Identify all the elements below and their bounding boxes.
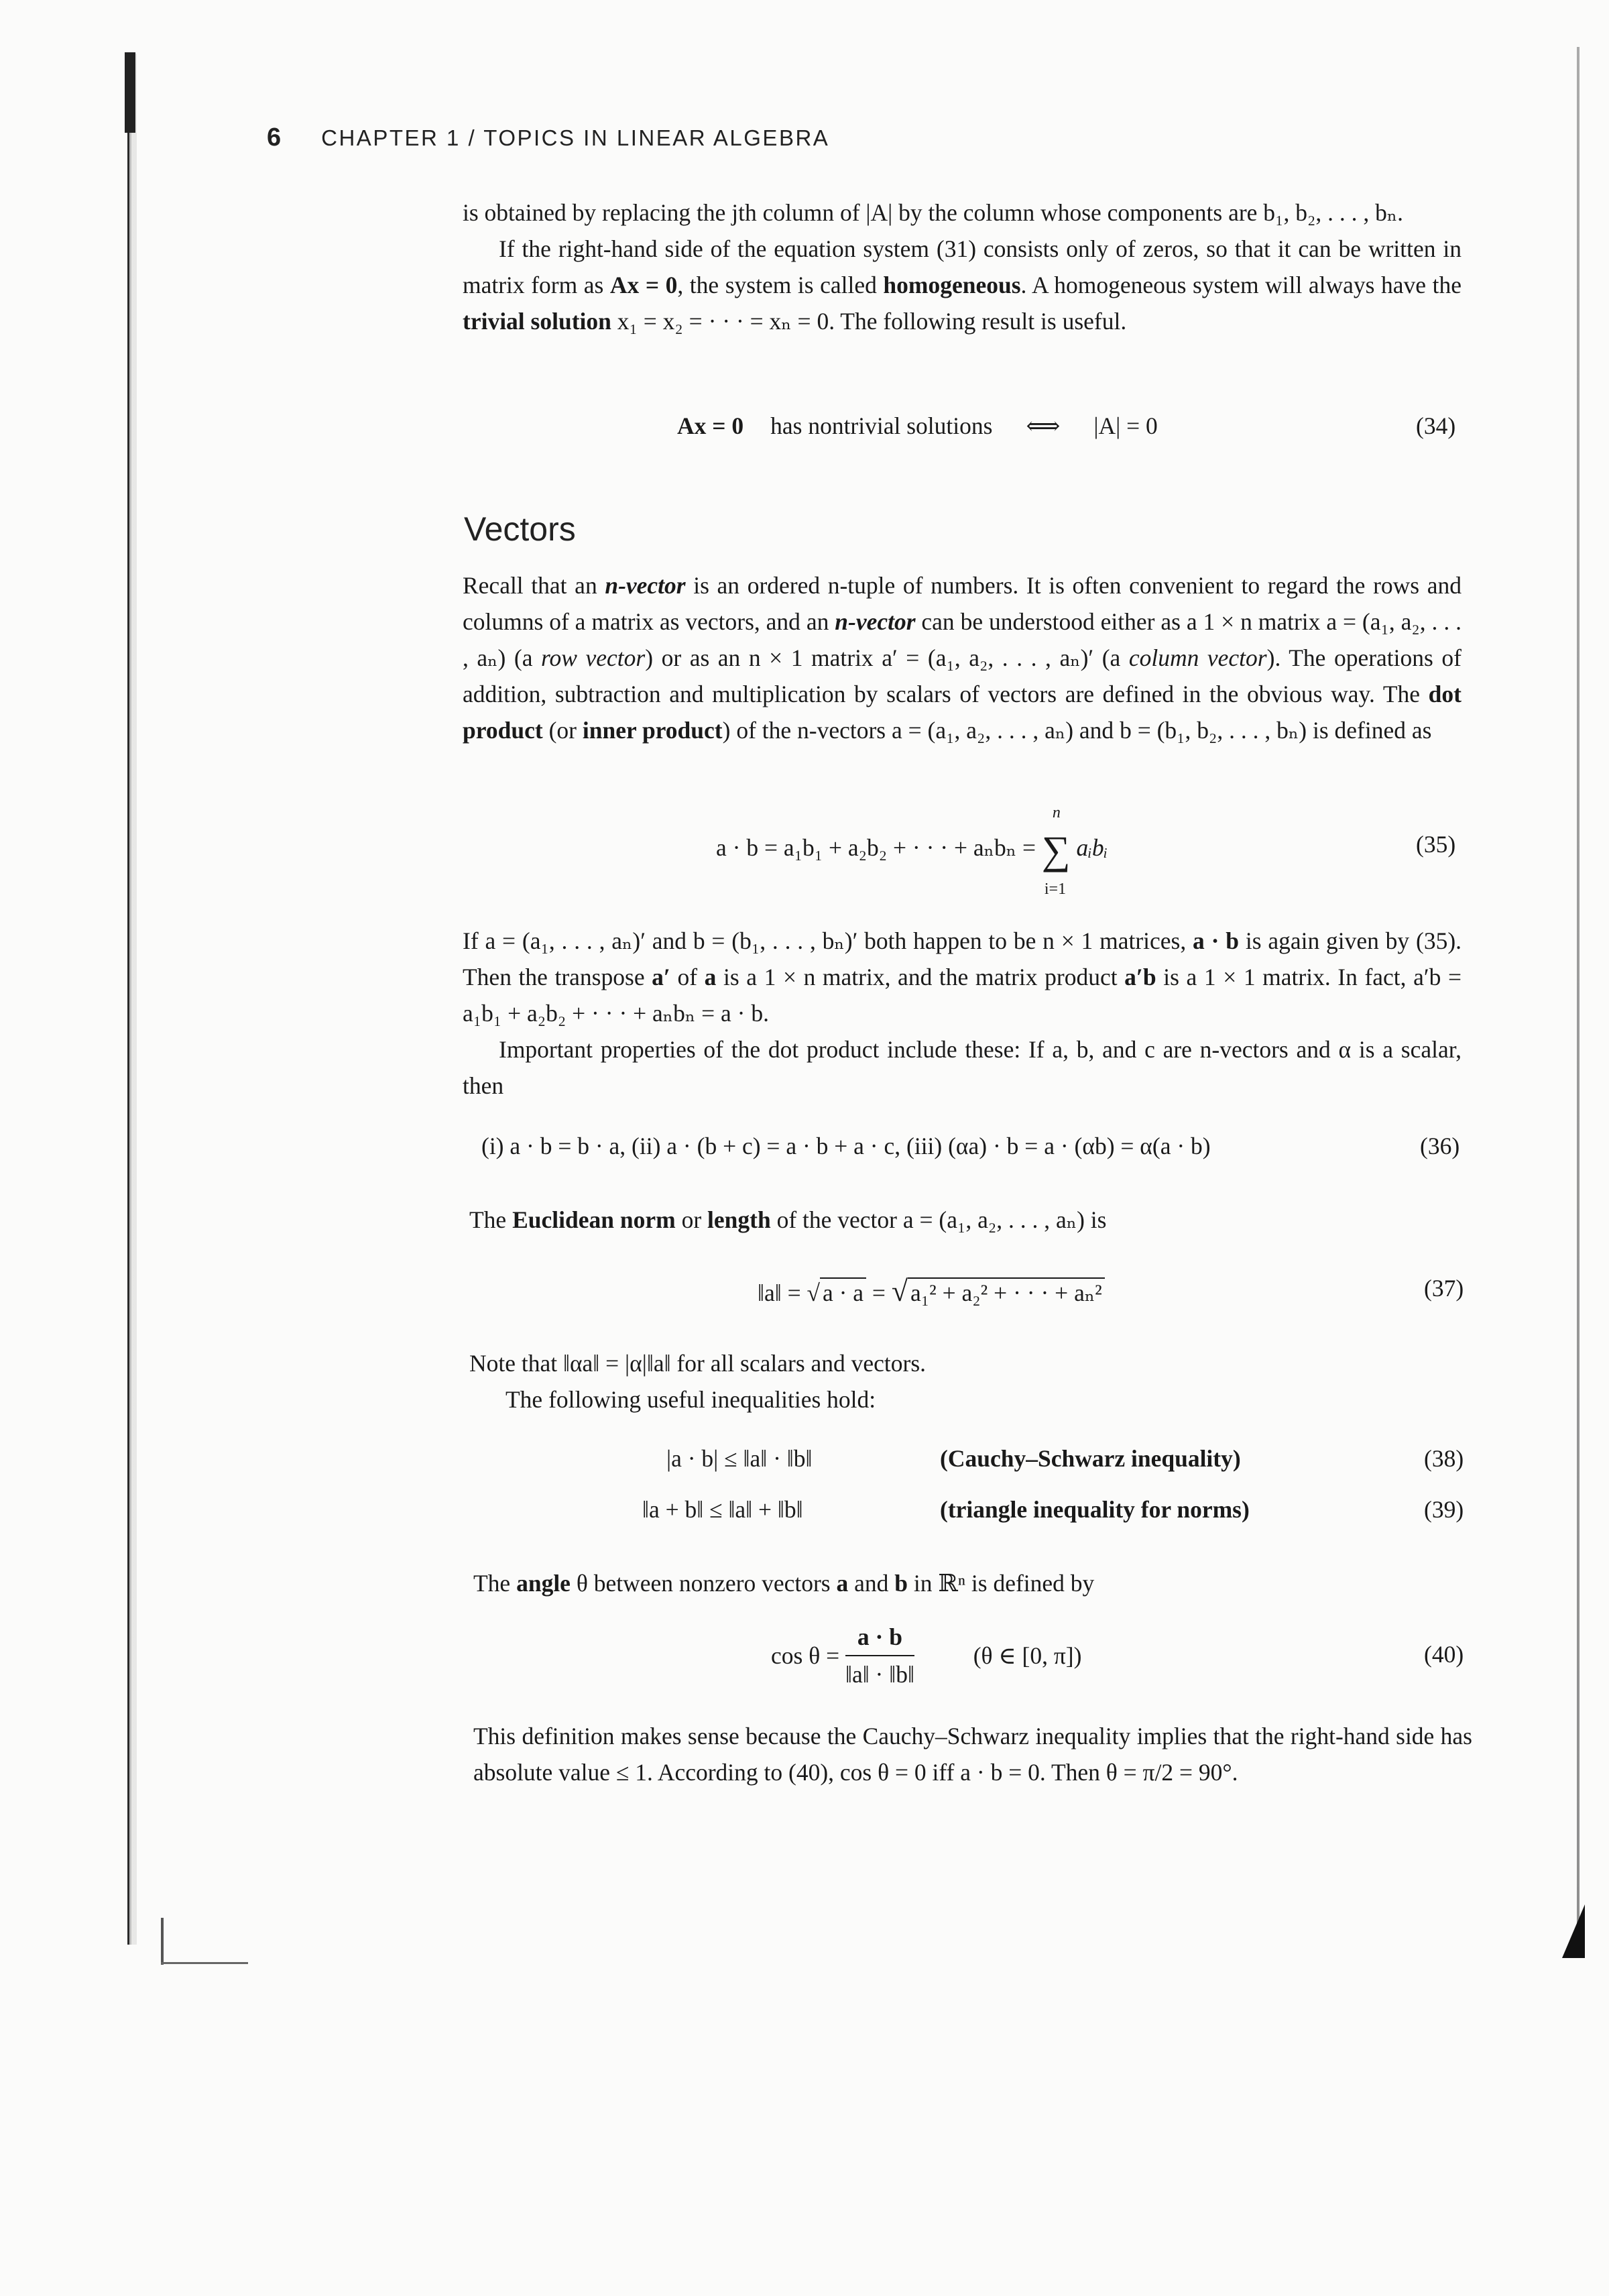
page-number: 6 xyxy=(267,123,282,152)
chapter-title: CHAPTER 1 / TOPICS IN LINEAR ALGEBRA xyxy=(321,125,830,150)
summation-symbol: ∑ n i=1 xyxy=(1041,804,1071,898)
equation-number: (34) xyxy=(1416,412,1456,439)
equation-number: (36) xyxy=(1420,1133,1460,1159)
paragraph-norm: The Euclidean norm or length of the vector a = (a₁, a₂, . . . , aₙ) is xyxy=(469,1206,1107,1233)
equation-number: (35) xyxy=(1416,831,1456,858)
equation-number: (38) xyxy=(1424,1445,1464,1472)
paragraph-homogeneous: If the right-hand side of the equation system (31) consists only of zeros, so that it can be written in matrix form as Ax = 0, the system is called homogeneous. A homogeneous system will always have the trivial solution x₁ = x₂ = · · · = xₙ = 0. The following result is useful. xyxy=(463,235,1462,335)
equation-number: (39) xyxy=(1424,1496,1464,1523)
section-title: Vectors xyxy=(464,510,576,548)
paragraph-definition: This definition makes sense because the Cauchy–Schwarz inequality implies that the right-hand side has absolute value ≤ 1. According to (40), cos θ = 0 iff a · b = 0. Then θ = π/2 = 90°. xyxy=(473,1723,1472,1786)
equation-36: (i) a · b = b · a, (ii) a · (b + c) = a · b + a · c, (iii) (αa) · b = a · (αb) = α(a · b) xyxy=(481,1133,1211,1159)
intro-text xyxy=(463,194,1462,339)
paragraph-properties: Important properties of the dot product include these: If a, b, and c are n-vectors and α is a scalar, then xyxy=(463,1036,1462,1099)
paragraph-angle: The angle θ between nonzero vectors a and b in ℝⁿ is defined by xyxy=(473,1570,1095,1597)
equation-38: |a · b| ≤ ‖a‖ · ‖b‖ xyxy=(666,1445,813,1472)
equation-label: (triangle inequality for norms) xyxy=(940,1496,1250,1523)
equation-35: a · b = a₁b₁ + a₂b₂ + · · · + aₙbₙ = ∑ n i=1 aᵢbᵢ xyxy=(716,804,1108,898)
equation-37: ‖a‖ = √ a · a = √ a₁² + a₂² + · · · + aₙ² xyxy=(758,1274,1105,1308)
running-header xyxy=(267,123,829,152)
equation-number: (37) xyxy=(1424,1275,1464,1302)
scan-edge-right xyxy=(1577,47,1580,1958)
scan-edge-mark xyxy=(125,52,135,133)
scan-corner-mark-h xyxy=(161,1962,248,1964)
equation-label: (Cauchy–Schwarz inequality) xyxy=(940,1445,1241,1472)
paragraph-vectors: Recall that an n-vector is an ordered n-tuple of numbers. It is often convenient to regard the rows and columns of a matrix as vectors, and an n-vector can be understood either as a 1 × n matrix a = (a₁, a₂, . . . , aₙ) (a row vector) or as an n × 1 matrix a′ = (a₁, a₂, . . . , aₙ)′ (a column vector). The operations of addition, subtraction and multiplication by scalars of vectors are defined in the obvious way. The dot product (or inner product) of the n-vectors a = (a₁, a₂, . . . , aₙ) and b = (b₁, b₂, . . . , bₙ) is defined as xyxy=(463,572,1462,744)
paragraph-note: Note that ‖αa‖ = |α|‖a‖ for all scalars and vectors. The following useful inequalities hold: xyxy=(469,1350,927,1413)
equation-40: cos θ = $\frac{a \cdot b}{‖a‖ \cdot ‖b‖}$ (θ ∈ [0, π]) xyxy=(771,1623,1082,1688)
equation-34: Ax = 0 has nontrivial solutions ⟺ |A| = 0 xyxy=(677,412,1158,439)
paragraph: is obtained by replacing the jth column of |A| by the column whose components are b₁, b₂, . . . , bₙ. xyxy=(463,199,1404,226)
paragraph-transpose: If a = (a₁, . . . , aₙ)′ and b = (b₁, . . . , bₙ)′ both happen to be n × 1 matrices, a · b is again given by (35). Then the transpose a′ of a is a 1 × n matrix, and the matrix product a′b is a 1 × 1 matrix. In fact, a′b = a₁b₁ + a₂b₂ + · · · + aₙbₙ = a · b. Important properties of the dot product include these: If a, b, and c are n-vectors and α is a scalar, then xyxy=(463,923,1462,1104)
fraction: $\frac{a \cdot b}{‖a‖ \cdot ‖b‖}$ xyxy=(845,1623,914,1688)
scan-corner-mark xyxy=(161,1918,164,1965)
equation-39: ‖a + b‖ ≤ ‖a‖ + ‖b‖ xyxy=(642,1496,803,1523)
equation-number: (40) xyxy=(1424,1641,1464,1668)
scan-edge-left xyxy=(127,54,137,1945)
scan-corner-blot xyxy=(1562,1904,1585,1958)
